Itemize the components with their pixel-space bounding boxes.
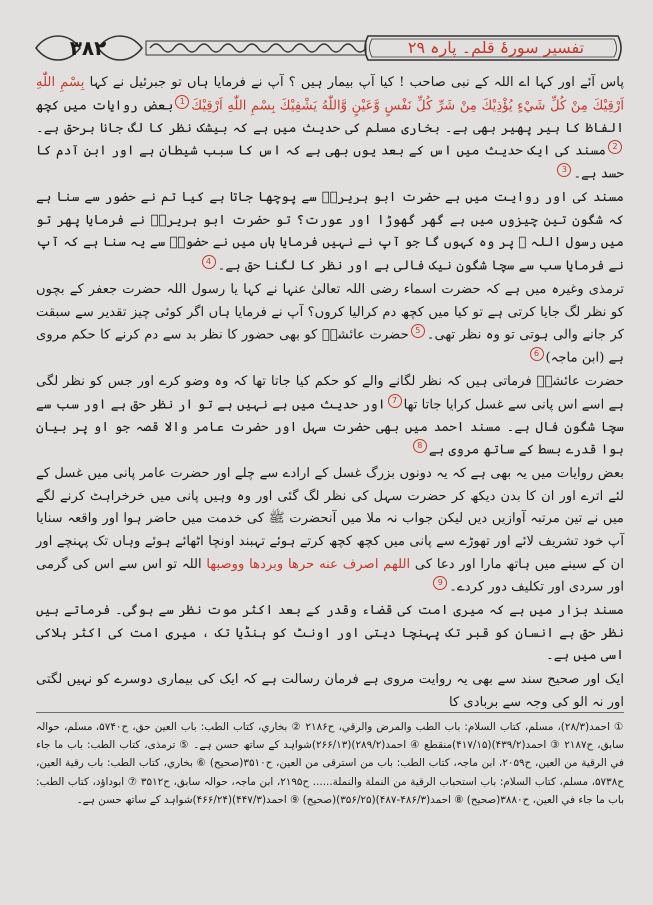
paragraph-text: مسند کی اور روایت میں ہے حضرت ابو ہریرہؓ سے پوچھا جاتا ہے کیا تم نے حضور سے سنا ہے کہ شگون تین چیزوں میں ہے گھر گھوڑا اور عورت؟ تو حضرت ابو ہریرہؓ نے فرمایا پھر تو میں رسول اللہ ﷺ پر وہ کہوں گا جو آپ نے نہیں فرمایا ہاں میں نے حضورؐ سے یہ سنا ہے کہ آپ نے فرمایا سب سے سچا شگون نیک فالی ہے اور نظر کا لگنا حق ہے۔ <box>36 190 624 274</box>
page-number: ۳۸۲ <box>69 36 107 60</box>
paragraph-text: بعض روایات میں یہ بھی ہے کہ یہ دونوں بزرگ غسل کے ارادے سے چلے اور حضرت عامر پانی میں غسل کے لئے اترے اور ان کا بدن دیکھ کر حضرت سہل کی نظر لگ گئی اور وہ وہیں پانی میں خرخراہٹ کرنے لگے میں نے تین مرتبہ آوازیں دیں لیکن جواب نہ ملا میں آنحضرت ﷺ کی خدمت میں حاضر ہوا اور واقعہ سنایا آپ خود تشریف لائے اور تھوڑے سے پانی میں کچھ کچھ کرتے ہوئے تہبند اونچا اٹھائے ہوئے وہاں تک پہنچے اور ان کے سینے میں ہاتھ مارا اور دعا کی <box>36 466 624 572</box>
footnote-marker[interactable]: 4 <box>202 255 216 269</box>
paragraph-text: حضرت عائشہؓ کو بھی حضور کا نظر بد سے دم کرنے کا حکم مروی ہے (ابن ماجہ) <box>36 327 624 366</box>
footnote-marker[interactable]: 1 <box>175 95 189 109</box>
page-header <box>28 30 624 66</box>
footnotes <box>36 718 624 809</box>
paragraph-3 <box>36 279 624 370</box>
footnote-marker[interactable]: 3 <box>557 163 571 177</box>
paragraph-text: بعض روایات میں کچھ الفاظ کا ہیر پھیر بھی ہے۔ بخاری مسلم کی حدیث میں ہے کہ بیشک نظر کا لگ جانا برحق ہے۔ <box>36 97 624 136</box>
paragraph-2 <box>36 187 624 278</box>
paragraph-7 <box>36 669 624 714</box>
paragraph-text: اللہ تو اس سے اس کی گرمی اور سردی اور تکلیف دور کردے۔ <box>36 556 624 595</box>
footnote-marker[interactable]: 9 <box>433 576 447 590</box>
paragraph-1 <box>36 72 624 186</box>
running-title: تفسیر سورۂ قلم۔ پارہ ۲۹ <box>407 38 585 57</box>
footnote-text: ① احمد(۲۸/۳)، مسلم، کتاب السلام: باب الطب والمرض والرقي، ح۲۱۸۶ ② بخاري، كتاب الطب: باب العين حق، ح۵۷۴۰، مسلم، حوالہ سابق، ح۲۱۸۷ ③ احمد(۴۳۹/۲)(۴۱۷/۱۵)منقطع ④ احمد(۲۸۹/۲)(۲۶۶/۱۳)شواہد کے ساتھ حسن ہے۔ ⑤ ترمذی، كتاب الطب: باب ما جاء في الرقية من العين، ح۲۰۵۹، ابن ماجہ، كتاب الطب: باب من استرقی من العين، ح۳۵۱۰(صحیح) ⑥ بخاري، كتاب الطب: باب رقية العين، ح۵۷۳۸، مسلم، كتاب السلام: باب استحباب الرقية من النملة والنملة...... ح۲۱۹۵، ابن ماجہ، حوالہ سابق، ح۳۵۱۲ ⑦ ابوداؤد، كتاب الطب: باب ما جاء في العين، ح۳۸۸۰(صحیح) ⑧ احمد(۴۸۶/۳-۴۸۷)(۳۵۶/۲۵)(صحیح) ⑨ احمد(۴۴۷/۳)(۴۶۶/۲۴)شواہد کے ساتھ حسن ہے۔ <box>36 721 625 806</box>
footnote-marker[interactable]: 6 <box>530 347 544 361</box>
paragraph-text: ایک اور صحیح سند سے بھی یہ روایت مروی ہے فرمان رسالت ہے کہ ایک کی بیماری دوسرے کو نہیں لگتی اور نہ الو کی وجہ سے بربادی کا <box>36 671 624 710</box>
paragraph-text: پاس آئے اور کہا اے اللہ کے نبی صاحب ! کیا آپ بیمار ہیں ؟ آپ نے فرمایا ہاں تو جبرئیل نے کہا <box>84 75 624 90</box>
footnote-marker[interactable]: 7 <box>388 394 402 408</box>
paragraph-text: ترمذی وغیرہ میں ہے کہ حضرت اسماء رضی اللہ تعالیٰ عنہا نے کہا یا رسول اللہ حضرت جعفر کے بچوں کو نظر لگ جایا کرتی ہے تو کیا میں کچھ دم کرالیا کروں؟ آپ نے فرمایا ہاں اگر کوئی چیز تقدیر سے سبقت کر جانے والی ہوتی تو وہ نظر تھی۔ <box>36 281 624 343</box>
main-text <box>36 72 624 715</box>
paragraph-5 <box>36 463 624 599</box>
footnote-marker[interactable]: 2 <box>608 140 622 154</box>
paragraph-text: مسند کی ایک حدیث میں اس کے بعد یوں بھی ہے کہ اس کا سبب شیطان ہے اور ابن آدم کا حسد ہے۔ <box>36 143 624 182</box>
footnote-marker[interactable]: 8 <box>413 439 427 453</box>
footnote-divider <box>36 712 624 713</box>
arabic-dua: بِسْمِ اللّٰهِ اَرْقِيْكَ مِنْ كُلِّ شَيْءٍ يُؤْذِيْكَ مِنْ شَرِّ كُلِّ نَفْسٍ وَّعَيْنٍ وَّاللّٰهُ يَشْفِيْكَ بِسْمِ اللّٰهِ اَرْقِيْكَ <box>36 75 624 113</box>
paragraph-text: حضرت عائشہؓ فرماتی ہیں کہ نظر لگانے والے کو حکم کیا جاتا تھا کہ وہ وضو کرے اور جس کو نظر لگی ہے اسے اس پانی سے غسل کرایا جاتا تھا <box>36 374 624 413</box>
paragraph-text: اور حدیث میں ہے نہیں ہے تو ار نظر حق ہے اور سب سے سچا شگون فال ہے۔ مسند احمد میں بھی حضرت سہل اور حضرت عامر والا قصہ جو او پر بیان ہوا قدرے بسط کے ساتھ مروی ہے <box>36 397 624 458</box>
paragraph-text: مسند بزار میں ہے کہ میری امت کی قضاء وقدر کے بعد اکثر موت نظر سے ہوگی۔ فرماتے ہیں نظر حق ہے انسان کو قبر تک پہنچا دیتی اور اونٹ کو ہنڈیا تک ، میری امت کی اکثر ہلاکی اسی میں ہے۔ <box>36 603 624 664</box>
paragraph-6 <box>36 600 624 668</box>
footnote-marker[interactable]: 5 <box>411 324 425 338</box>
paragraph-4 <box>36 371 624 462</box>
arabic-dua: اللهم اصرف عنه حرها وبردها ووصبها <box>206 556 411 572</box>
